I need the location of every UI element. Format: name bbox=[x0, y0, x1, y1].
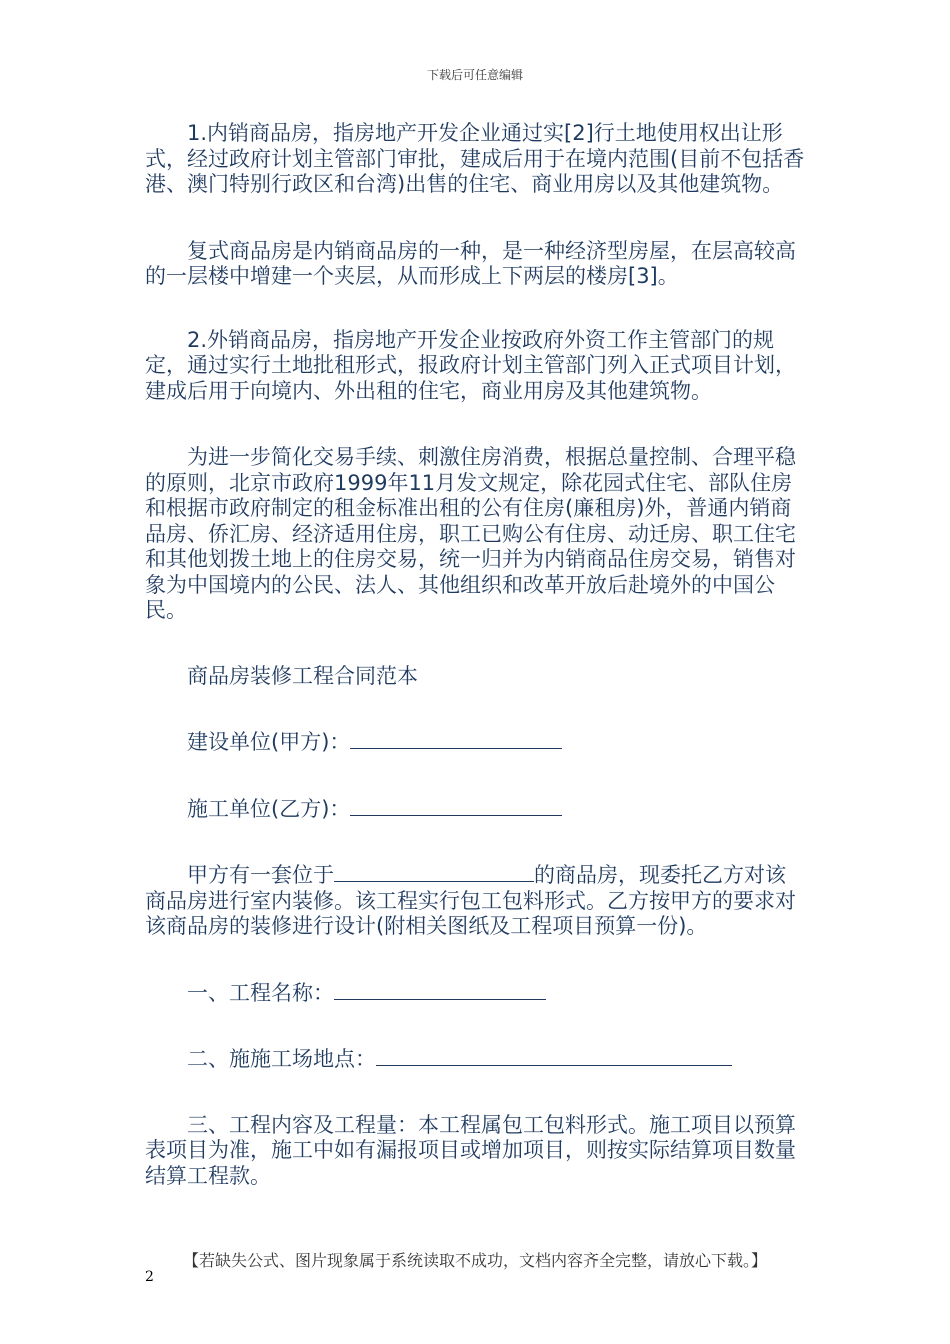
property-location-blank bbox=[334, 862, 534, 882]
document-body bbox=[145, 121, 805, 1189]
paragraph-duplex-housing: 复式商品房是内销商品房的一种，是一种经济型房屋，在层高较高的一层楼中增建一个夹层，从而形成上下两层的楼房[3]。 bbox=[145, 238, 796, 288]
property-text-before: 甲方有一套位于 bbox=[187, 863, 334, 887]
page-header: 下载后可任意编辑 bbox=[426, 68, 523, 82]
construction-site-blank bbox=[376, 1046, 732, 1066]
paragraph-domestic-commodity-housing: 1.内销商品房，指房地产开发企业通过实[2]行土地使用权出让形式，经过政府计划主管部门审批，建成后用于在境内范围(目前不包括香港、澳门特别行政区和台湾)出售的住宅、商业用房以及其他建筑物。 bbox=[145, 121, 805, 196]
construction-site-line bbox=[145, 1046, 805, 1073]
party-a-line bbox=[145, 729, 805, 756]
party-b-label: 施工单位(乙方)： bbox=[187, 796, 351, 821]
project-name-line bbox=[145, 980, 805, 1007]
project-name-blank bbox=[334, 980, 546, 1000]
paragraph-export-commodity-housing: 2.外销商品房，指房地产开发企业按政府外资工作主管部门的规定，通过实行土地批租形式，报政府计划主管部门列入正式项目计划，建成后用于向境内、外出租的住宅，商业用房及其他建筑物。 bbox=[145, 327, 796, 403]
party-a-label: 建设单位(甲方)： bbox=[187, 730, 351, 754]
paragraph-beijing-regulation: 为进一步简化交易手续、刺激住房消费，根据总量控制、合理平稳的原则，北京市政府1999年11月发文规定，除花园式住宅、部队住房和根据市政府制定的租金标准出租的公有住房(廉租房)外，普通内销商品房、侨汇房、经济适用住房，职工已购公有住房、动迁房、职工住宅和其他划拨土地上的住房交易，统一归并为内销商品住房交易，销售对象为中国境内的公民、法人、其他组织和改革开放后赴境外的中国公民。 bbox=[145, 445, 796, 622]
project-name-label: 一、工程名称： bbox=[187, 980, 334, 1005]
contract-title: 商品房装修工程合同范本 bbox=[187, 663, 418, 688]
property-text-after: 的商品房，现委托乙方对该商品房进行室内装修。该工程实行包工包料形式。乙方按甲方的要求对该商品房的装修进行设计(附相关图纸及工程项目预算一份)。 bbox=[145, 863, 796, 938]
party-a-blank bbox=[350, 729, 562, 749]
construction-site-label: 二、施施工场地点： bbox=[187, 1047, 376, 1071]
property-paragraph bbox=[145, 862, 805, 940]
page-number: 2 bbox=[145, 1269, 154, 1285]
paragraph-work-content: 三、工程内容及工程量：本工程属包工包料形式。施工项目以预算表项目为准，施工中如有漏报项目或增加项目，则按实际结算项目数量结算工程款。 bbox=[145, 1112, 796, 1188]
download-notice: 【若缺失公式、图片现象属于系统读取不成功，文档内容齐全完整，请放心下载。】 bbox=[182, 1251, 767, 1270]
party-b-blank bbox=[350, 796, 562, 816]
party-b-line bbox=[145, 796, 805, 823]
